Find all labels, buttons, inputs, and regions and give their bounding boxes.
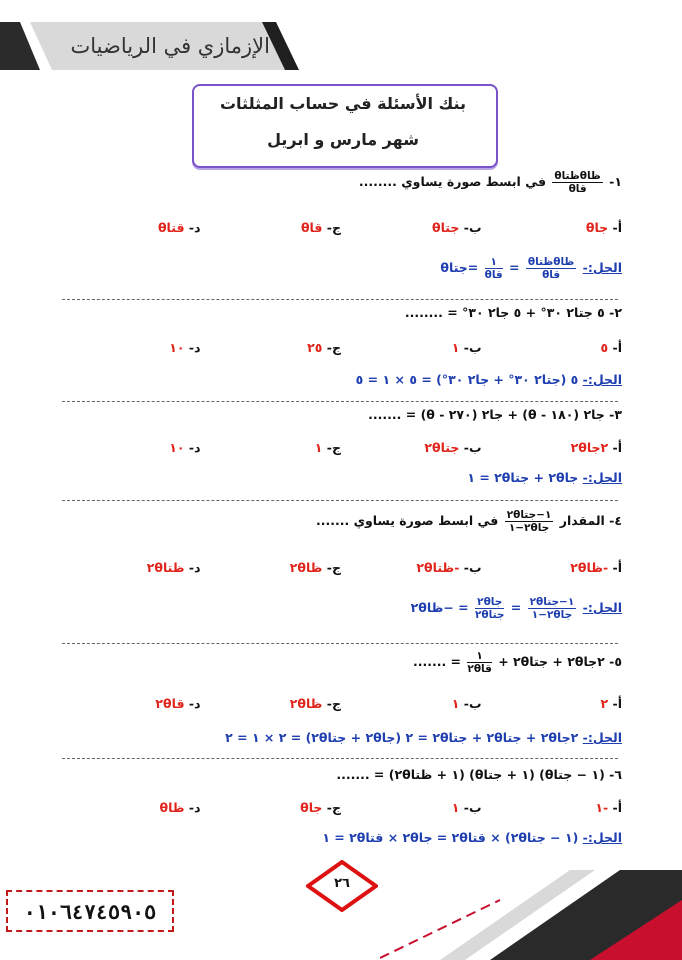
q1-options	[60, 220, 622, 238]
page-number: ٢٦	[334, 876, 350, 891]
option: ج- جاθ	[300, 800, 341, 815]
q6-options	[60, 800, 622, 818]
q2-solution: الحل:- ٥ (جتا٢ ٣٠° + جا٢ ٣٠°) = ٥ × ١ = ٥	[355, 372, 622, 387]
question-2: ٢- ٥ جتا٢ ٣٠° + ٥ جا٢ ٣٠° = ........	[404, 305, 622, 320]
option: ج- ٢٥	[307, 340, 341, 355]
option: ب- -ظتا٢θ	[416, 560, 482, 575]
option: أ- ٢	[600, 696, 622, 711]
question-1: ١- $\frac{\text{ظاθظتاθ}}{\text{قاθ}}$ في ابسط صورة يساوي ........	[358, 170, 622, 195]
q4-options	[60, 560, 622, 578]
q5-options	[60, 696, 622, 714]
option: د- ظتا٢θ	[146, 560, 201, 575]
separator	[62, 500, 618, 501]
option: أ- -١	[595, 800, 622, 815]
q3-solution: الحل:- جا٢θ + جتا٢θ = ١	[467, 470, 622, 485]
option: أ- -ظا٢θ	[570, 560, 622, 575]
option: أ- ٥	[600, 340, 622, 355]
separator	[62, 758, 618, 759]
question-6: ٦- (١ − جتاθ) (١ + جتاθ) (١ + ظتا٢θ) = .......	[336, 767, 622, 782]
footer-stripes	[380, 870, 682, 960]
option: ج- ظا٢θ	[289, 696, 341, 711]
separator	[62, 401, 618, 402]
q3-options	[60, 440, 622, 458]
header-title: الإزمازي في الرياضيات	[70, 34, 270, 58]
option: أ- ٢جا٢θ	[570, 440, 622, 455]
option: د- قتاθ	[157, 220, 201, 235]
option: ج- قاθ	[300, 220, 341, 235]
option: ب- ١	[451, 340, 482, 355]
option: ب- جتا٢θ	[424, 440, 482, 455]
question-3: ٣- جا٢ (١٨٠ - θ) + جا٢ (٢٧٠ - θ) = .......	[368, 407, 622, 422]
option: ب- جتاθ	[431, 220, 482, 235]
q1-fraction: $\frac{\text{ظاθظتاθ}}{\text{قاθ}}$	[554, 170, 601, 195]
q2-options	[60, 340, 622, 358]
phone-number: ٠١٠٦٤٧٤٥٩٠٥	[23, 900, 157, 924]
title-line-1: بنك الأسئلة في حساب المثلثات	[219, 94, 467, 113]
option: د- قا٢θ	[155, 696, 201, 711]
title-line-2: شهر مارس و ابريل	[267, 130, 419, 149]
option: ب- ١	[451, 696, 482, 711]
option: د- ١٠	[169, 340, 201, 355]
option: ج- ١	[314, 440, 341, 455]
question-5: ٥- ٢جا٢θ + جتا٢θ + $\frac{١}{\text{قا٢θ}}$ = .......	[412, 650, 622, 675]
q6-solution: الحل:- (١ − جتا٢θ) × قتا٢θ = جا٢θ × قتا٢θ = ١	[322, 830, 622, 845]
option: ج- ظا٢θ	[289, 560, 341, 575]
q4-fraction: $\frac{\text{١−جتا٢θ}}{\text{جا٢θ−١}}$	[506, 509, 552, 534]
separator	[62, 299, 618, 300]
option: ب- ١	[451, 800, 482, 815]
separator	[62, 643, 618, 644]
option: د- ظاθ	[159, 800, 201, 815]
question-4: ٤- المقدار $\frac{\text{١−جتا٢θ}}{\text{جا٢θ−١}}$ في ابسط صورة يساوي .......	[315, 509, 622, 534]
q5-solution: الحل:- ٢جا٢θ + جتا٢θ + جتا٢θ = ٢ (جا٢θ + جتا٢θ) = ٢ × ١ = ٢	[225, 730, 622, 745]
q5-fraction: $\frac{١}{\text{قا٢θ}}$	[467, 650, 492, 675]
q4-solution: الحل:- $\frac{\text{١−جتا٢θ}}{\text{جا٢θ−١}}$ = $\frac{\text{جا٢θ}}{\text{جتا٢θ}}$ = −ظا٢θ	[410, 596, 622, 621]
q1-solution: الحل:- $\frac{\text{ظاθظتاθ}}{\text{قاθ}}$ = $\frac{١}{\text{قاθ}}$ =جتاθ	[440, 256, 622, 281]
option: أ- جاθ	[585, 220, 622, 235]
option: د- ١٠	[169, 440, 201, 455]
